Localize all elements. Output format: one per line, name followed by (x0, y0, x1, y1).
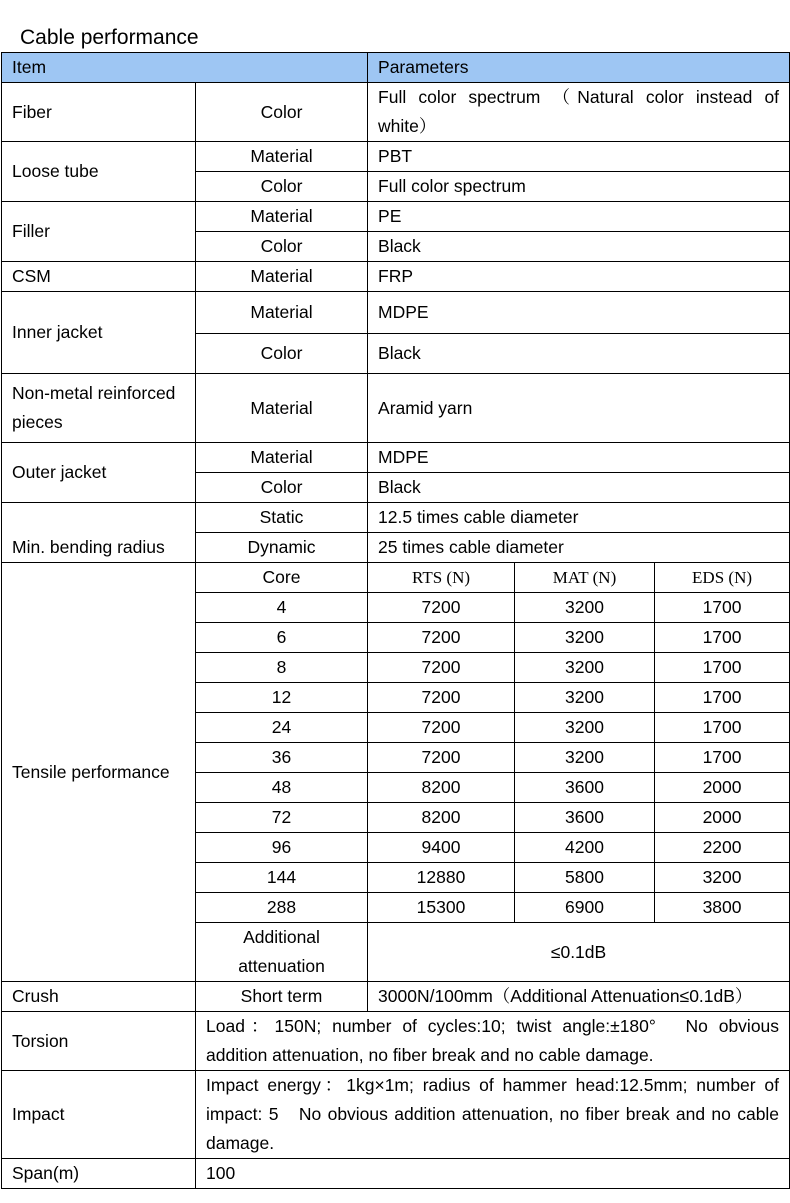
non-metal-material-value: Aramid yarn (368, 374, 790, 443)
tensile-eds: 2200 (655, 833, 790, 863)
table-row (2, 982, 790, 1012)
page-title: Cable performance (20, 26, 199, 49)
fiber-color-value: Full color spectrum （Natural color instead of white） (368, 83, 790, 142)
tensile-rts: 8200 (368, 773, 515, 803)
header-row (2, 53, 790, 83)
tensile-mat: 3200 (515, 743, 655, 773)
tensile-eds: 1700 (655, 683, 790, 713)
filler-material-value: PE (368, 202, 790, 232)
torsion-label: Torsion (2, 1012, 196, 1071)
tensile-core: 6 (196, 623, 368, 653)
bending-static-label: Static (196, 503, 368, 533)
crush-label: Crush (2, 982, 196, 1012)
loose-tube-material-label: Material (196, 142, 368, 172)
tensile-rts: 8200 (368, 803, 515, 833)
table-row (2, 443, 790, 473)
csm-material-label: Material (196, 262, 368, 292)
tensile-mat: 3200 (515, 593, 655, 623)
inner-jacket-material-label: Material (196, 292, 368, 334)
tensile-rts: 7200 (368, 593, 515, 623)
loose-tube-color-value: Full color spectrum (368, 172, 790, 202)
tensile-rts: 12880 (368, 863, 515, 893)
tensile-mat: 5800 (515, 863, 655, 893)
tensile-mat: 4200 (515, 833, 655, 863)
crush-value: 3000N/100mm（Additional Attenuation≤0.1dB） (368, 982, 790, 1012)
table-row (2, 1159, 790, 1189)
bending-static-value: 12.5 times cable diameter (368, 503, 790, 533)
tensile-mat: 3600 (515, 773, 655, 803)
inner-jacket-color-value: Black (368, 334, 790, 374)
tensile-eds: 1700 (655, 743, 790, 773)
tensile-mat: 3200 (515, 683, 655, 713)
table-row (2, 262, 790, 292)
outer-jacket-color-label: Color (196, 473, 368, 503)
outer-jacket-color-value: Black (368, 473, 790, 503)
fiber-label: Fiber (2, 83, 196, 142)
inner-jacket-label: Inner jacket (2, 292, 196, 374)
header-parameters: Parameters (368, 53, 790, 83)
outer-jacket-material-value: MDPE (368, 443, 790, 473)
tensile-mat: 3200 (515, 713, 655, 743)
tensile-rts: 15300 (368, 893, 515, 923)
tensile-mat: 6900 (515, 893, 655, 923)
filler-color-label: Color (196, 232, 368, 262)
fiber-color-label: Color (196, 83, 368, 142)
filler-label: Filler (2, 202, 196, 262)
non-metal-label: Non-metal reinforced pieces (2, 374, 196, 443)
table-row (2, 374, 790, 443)
impact-label: Impact (2, 1071, 196, 1159)
tensile-core: 24 (196, 713, 368, 743)
additional-attenuation-value: ≤0.1dB (368, 923, 790, 982)
tensile-eds: 3800 (655, 893, 790, 923)
cable-performance-table (1, 52, 790, 1189)
impact-value: Impact energy：1kg×1m; radius of hammer head:12.5mm; number of impact: 5 No obvious addition attenuation, no fiber break and no cable damage. (196, 1071, 790, 1159)
table-row (2, 1012, 790, 1071)
tensile-label: Tensile performance (2, 563, 196, 982)
tensile-core: 12 (196, 683, 368, 713)
outer-jacket-material-label: Material (196, 443, 368, 473)
tensile-mat: 3200 (515, 623, 655, 653)
table-row (2, 292, 790, 334)
table-row (2, 83, 790, 142)
table-row (2, 142, 790, 172)
filler-material-label: Material (196, 202, 368, 232)
tensile-eds: 1700 (655, 623, 790, 653)
table-row (2, 1071, 790, 1159)
bending-dynamic-label: Dynamic (196, 533, 368, 563)
tensile-eds: 1700 (655, 653, 790, 683)
outer-jacket-label: Outer jacket (2, 443, 196, 503)
tensile-eds: 2000 (655, 803, 790, 833)
tensile-rts: 7200 (368, 683, 515, 713)
tensile-eds: 1700 (655, 593, 790, 623)
bending-label: Min. bending radius (2, 503, 196, 563)
tensile-core: 8 (196, 653, 368, 683)
tensile-core: 96 (196, 833, 368, 863)
filler-color-value: Black (368, 232, 790, 262)
crush-term-label: Short term (196, 982, 368, 1012)
tensile-core: 144 (196, 863, 368, 893)
tensile-mat: 3200 (515, 653, 655, 683)
inner-jacket-color-label: Color (196, 334, 368, 374)
csm-label: CSM (2, 262, 196, 292)
tensile-rts: 7200 (368, 653, 515, 683)
tensile-core: 48 (196, 773, 368, 803)
additional-attenuation-label: Additional attenuation (196, 923, 368, 982)
tensile-rts: 9400 (368, 833, 515, 863)
tensile-core: 288 (196, 893, 368, 923)
inner-jacket-material-value: MDPE (368, 292, 790, 334)
tensile-mat: 3600 (515, 803, 655, 833)
tensile-eds: 2000 (655, 773, 790, 803)
tensile-header-core: Core (196, 563, 368, 593)
loose-tube-material-value: PBT (368, 142, 790, 172)
tensile-header-rts: RTS (N) (368, 563, 515, 593)
tensile-header-eds: EDS (N) (655, 563, 790, 593)
tensile-header-mat: MAT (N) (515, 563, 655, 593)
tensile-header-row (2, 563, 790, 593)
tensile-eds: 3200 (655, 863, 790, 893)
tensile-rts: 7200 (368, 623, 515, 653)
loose-tube-color-label: Color (196, 172, 368, 202)
header-item: Item (2, 53, 368, 83)
tensile-core: 72 (196, 803, 368, 833)
table-row (2, 503, 790, 533)
bending-dynamic-value: 25 times cable diameter (368, 533, 790, 563)
span-label: Span(m) (2, 1159, 196, 1189)
tensile-rts: 7200 (368, 743, 515, 773)
non-metal-material-label: Material (196, 374, 368, 443)
loose-tube-label: Loose tube (2, 142, 196, 202)
tensile-eds: 1700 (655, 713, 790, 743)
tensile-core: 4 (196, 593, 368, 623)
table-row (2, 202, 790, 232)
span-value: 100 (196, 1159, 790, 1189)
tensile-core: 36 (196, 743, 368, 773)
torsion-value: Load：150N; number of cycles:10; twist angle:±180° No obvious addition attenuation, no fiber break and no cable damage. (196, 1012, 790, 1071)
csm-material-value: FRP (368, 262, 790, 292)
tensile-rts: 7200 (368, 713, 515, 743)
